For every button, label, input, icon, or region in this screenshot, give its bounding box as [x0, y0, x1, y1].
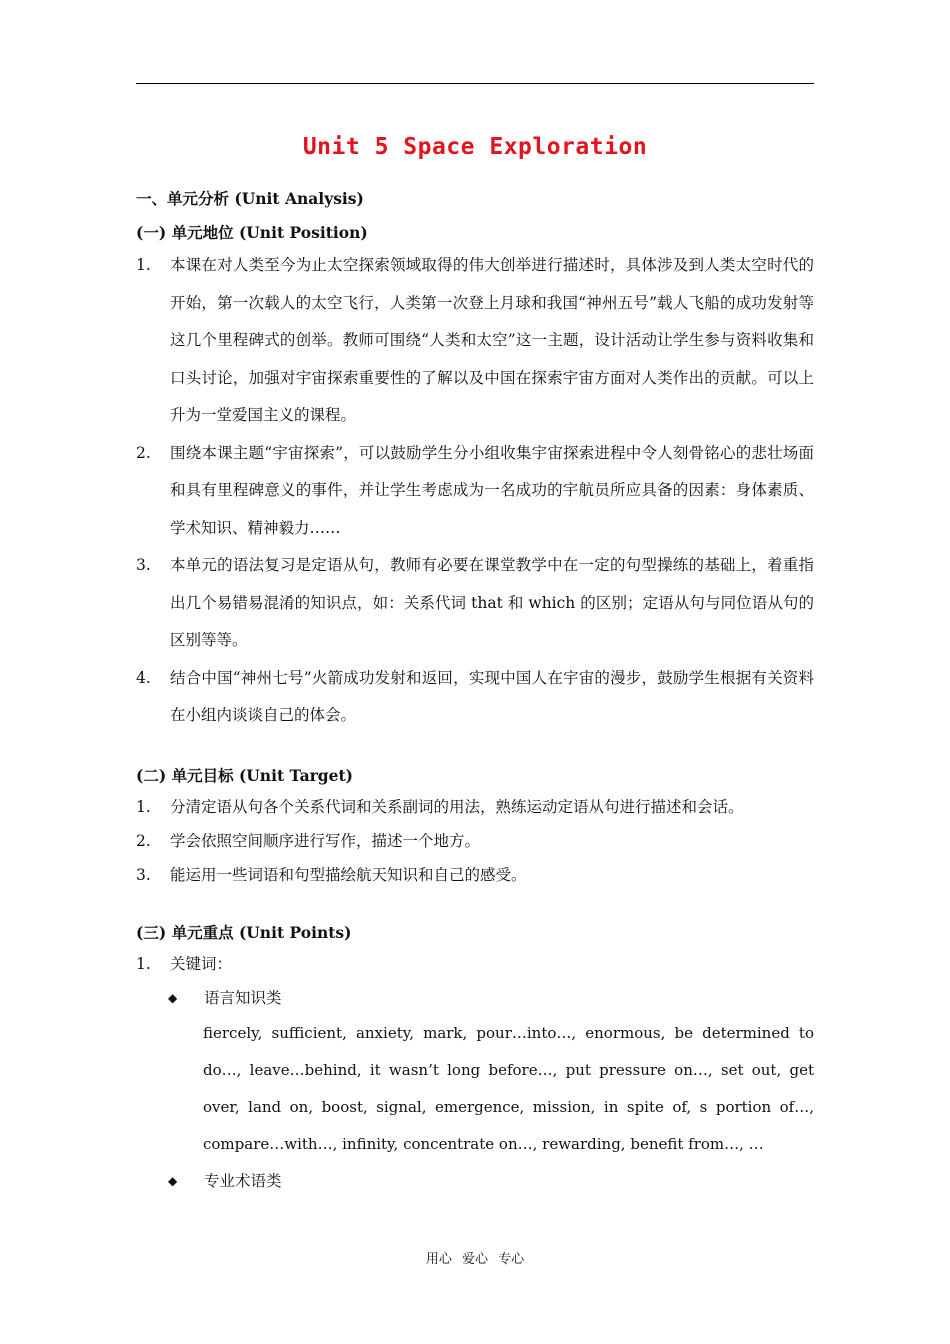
list-text: 学会依照空间顺序进行写作，描述一个地方。 — [170, 831, 481, 850]
list-text: 本课在对人类至今为止太空探索领域取得的伟大创举进行描述时，具体涉及到人类太空时代的开始，第一次载人的太空飞行，人类第一次登上月球和我国“神州五号”载人飞船的成功发射等这几个里程碑式的创举。教师可围绕“人类和太空”这一主题，设计活动让学生参与资料收集和口头讨论，加强对宇宙探索重要性的了解以及中国在探索宇宙方面对人类作出的贡献。可以上升为一堂爱国主义的课程。 — [170, 256, 814, 424]
list-item — [136, 790, 814, 824]
keyword-categories-2 — [136, 1164, 814, 1198]
list-number: 1. — [136, 797, 151, 816]
page-footer: 用心 爱心 专心 — [425, 1252, 525, 1267]
list-number: 3. — [136, 556, 151, 574]
list-item — [136, 660, 814, 735]
subheading-unit-position: (一) 单元地位 (Unit Position) — [136, 223, 368, 242]
list-text: 本单元的语法复习是定语从句，教师有必要在课堂教学中在一定的句型操练的基础上，着重指出几个易错易混淆的知识点，如：关系代词 that 和 which 的区别；定语从句与同位语从句的区别等等。 — [170, 556, 814, 649]
list-text: 结合中国“神州七号”火箭成功发射和返回，实现中国人在宇宙的漫步，鼓励学生根据有关资料在小组内谈谈自己的体会。 — [170, 668, 814, 724]
target-list — [136, 790, 814, 892]
list-item — [136, 247, 814, 435]
list-number: 2. — [136, 831, 151, 850]
list-text: 围绕本课主题“宇宙探索”，可以鼓励学生分小组收集宇宙探索进程中令人刻骨铭心的悲壮场面和具有里程碑意义的事件，并让学生考虑成为一名成功的宇航员所应具备的因素：身体素质、学术知识、精神毅力…… — [170, 443, 814, 537]
keyword-categories — [136, 981, 814, 1015]
list-item — [136, 435, 814, 548]
header-rule — [136, 83, 814, 84]
category-label: 语言知识类 — [204, 988, 282, 1007]
sub-list-item — [136, 981, 814, 1015]
list-number: 1. — [136, 256, 151, 274]
section-heading-unit-analysis: 一、单元分析 (Unit Analysis) — [136, 189, 364, 208]
list-text: 能运用一些词语和句型描绘航天知识和自己的感受。 — [170, 865, 527, 884]
category-label: 专业术语类 — [204, 1171, 282, 1190]
list-item — [136, 858, 814, 892]
list-number: 4. — [136, 668, 151, 687]
diamond-bullet-icon: ◆ — [168, 990, 178, 1005]
page-title: Unit 5 Space Exploration — [302, 134, 648, 160]
list-number: 1. — [136, 954, 151, 973]
list-item — [136, 947, 814, 981]
list-number: 2. — [136, 443, 151, 462]
list-text: 关键词： — [170, 954, 233, 973]
list-number: 3. — [136, 865, 151, 884]
position-list — [136, 247, 814, 735]
sub-list-item — [136, 1164, 814, 1198]
subheading-unit-target: (二) 单元目标 (Unit Target) — [136, 765, 353, 785]
document-body — [136, 184, 814, 1198]
list-item — [136, 547, 814, 660]
subheading-unit-points: (三) 单元重点 (Unit Points) — [136, 922, 352, 942]
vocabulary-paragraph: fiercely, sufficient, anxiety, mark, pour…into…, enormous, be determined to do…, leave…behind, it wasn’t long before…, put pressure on…, set out, get over, land on, boost, signal, emergence, mission, in spite of, s portion of…, compare…with…, infinity, concentrate on…, rewarding, benefit from…, … — [203, 1023, 814, 1154]
list-text: 分清定语从句各个关系代词和关系副词的用法，熟练运动定语从句进行描述和会话。 — [170, 797, 744, 816]
list-item — [136, 824, 814, 858]
points-list — [136, 947, 814, 981]
diamond-bullet-icon: ◆ — [168, 1173, 178, 1188]
